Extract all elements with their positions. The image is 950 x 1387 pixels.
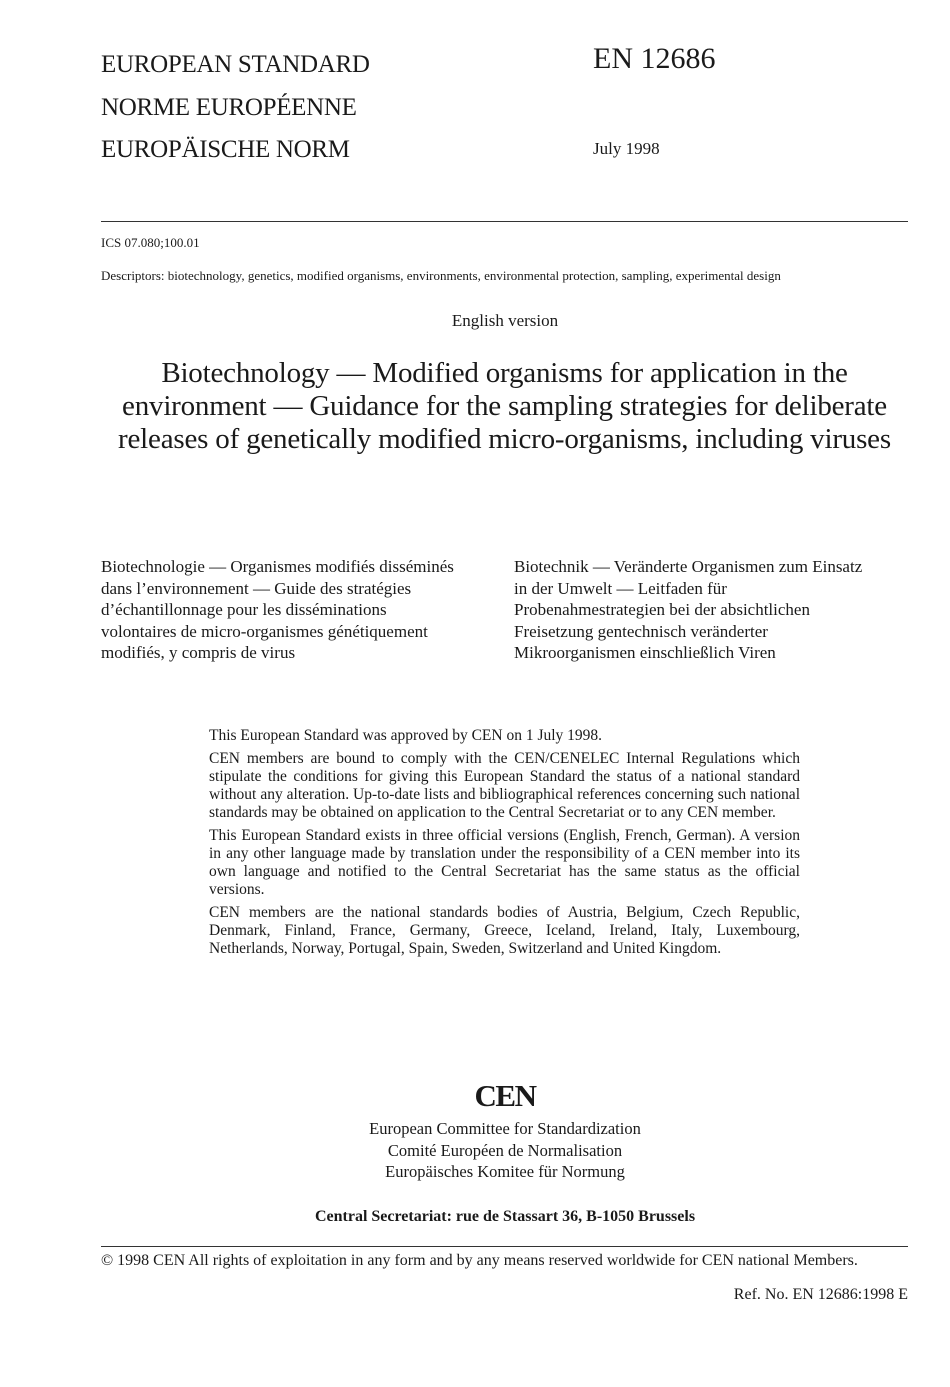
german-title-line: in der Umwelt — Leitfaden für xyxy=(514,578,727,598)
english-version-label: English version xyxy=(451,311,559,330)
french-title-line: dans l’environnement — Guide des stratégies xyxy=(101,578,412,598)
french-title-line: Biotechnologie — Organismes modifiés disséminés xyxy=(101,557,454,576)
german-title-line: Probenahmestrategien bei der absichtlichen xyxy=(514,600,810,620)
german-title-line: Freisetzung gentechnisch veränderter xyxy=(514,621,768,641)
standard-number: EN 12686 xyxy=(593,42,716,75)
members-paragraph: CEN members are the national standards bodies of Austria, Belgium, Czech Republic, Denmark, Finland, France, Germany, Greece, Iceland, Ireland, Italy, Luxembourg, Netherlands, Norway, Portugal, Spain, Sweden, Switzerland and United Kingdom. xyxy=(209,904,800,957)
french-title xyxy=(101,556,496,664)
french-title-line: d’échantillonnage pour les disséminations xyxy=(101,600,387,620)
cen-name-german: Europäisches Komitee für Normung xyxy=(385,1162,625,1181)
descriptors: Descriptors: biotechnology, genetics, modified organisms, environments, environmental protection, sampling, experimental design xyxy=(101,268,781,283)
versions-paragraph: This European Standard exists in three official versions (English, French, German). A version in any other language made by translation under the responsibility of a CEN member into its own language and notified to the Central Secretariat has the same status as the official versions. xyxy=(209,827,800,898)
german-title xyxy=(514,556,909,664)
title-english: EUROPEAN STANDARD xyxy=(101,51,370,78)
publication-date: July 1998 xyxy=(593,139,660,158)
french-title-line: volontaires de micro-organismes génétiquement xyxy=(101,621,428,641)
ics-code: ICS 07.080;100.01 xyxy=(101,235,200,250)
french-title-line: modifiés, y compris de virus xyxy=(101,643,296,663)
header-divider xyxy=(101,221,908,222)
approval-date-paragraph: This European Standard was approved by CEN on 1 July 1998. xyxy=(209,727,603,744)
approval-notes xyxy=(209,727,800,963)
cen-names xyxy=(0,1118,950,1183)
cen-name-english: European Committee for Standardization xyxy=(369,1119,641,1138)
german-title-line: Biotechnik — Veränderte Organismen zum Einsatz xyxy=(514,557,863,576)
copyright-notice: © 1998 CEN All rights of exploitation in any form and by any means reserved worldwide for CEN national Members. xyxy=(101,1252,858,1269)
german-title-line: Mikroorganismen einschließlich Viren xyxy=(514,643,776,663)
cen-name-french: Comité Européen de Normalisation xyxy=(387,1140,623,1160)
compliance-paragraph: CEN members are bound to comply with the CEN/CENELEC Internal Regulations which stipulate the conditions for giving this European Standard the status of a national standard without any alteration. Up-to-date lists and bibliographical references concerning such national standards may be obtained on application to the Central Secretariat or to any CEN member. xyxy=(209,750,800,821)
main-title: Biotechnology — Modified organisms for application in the environment — Guidance for the sampling strategies for deliberate releases of genetically modified micro-organisms, including viruses xyxy=(118,357,891,455)
footer-divider xyxy=(101,1246,908,1247)
cen-logo: CEN xyxy=(474,1078,536,1113)
title-german: EUROPÄISCHE NORM xyxy=(101,136,350,163)
central-secretariat: Central Secretariat: rue de Stassart 36, B-1050 Brussels xyxy=(314,1208,696,1225)
title-french: NORME EUROPÉENNE xyxy=(101,94,357,121)
reference-number: Ref. No. EN 12686:1998 E xyxy=(733,1286,908,1303)
